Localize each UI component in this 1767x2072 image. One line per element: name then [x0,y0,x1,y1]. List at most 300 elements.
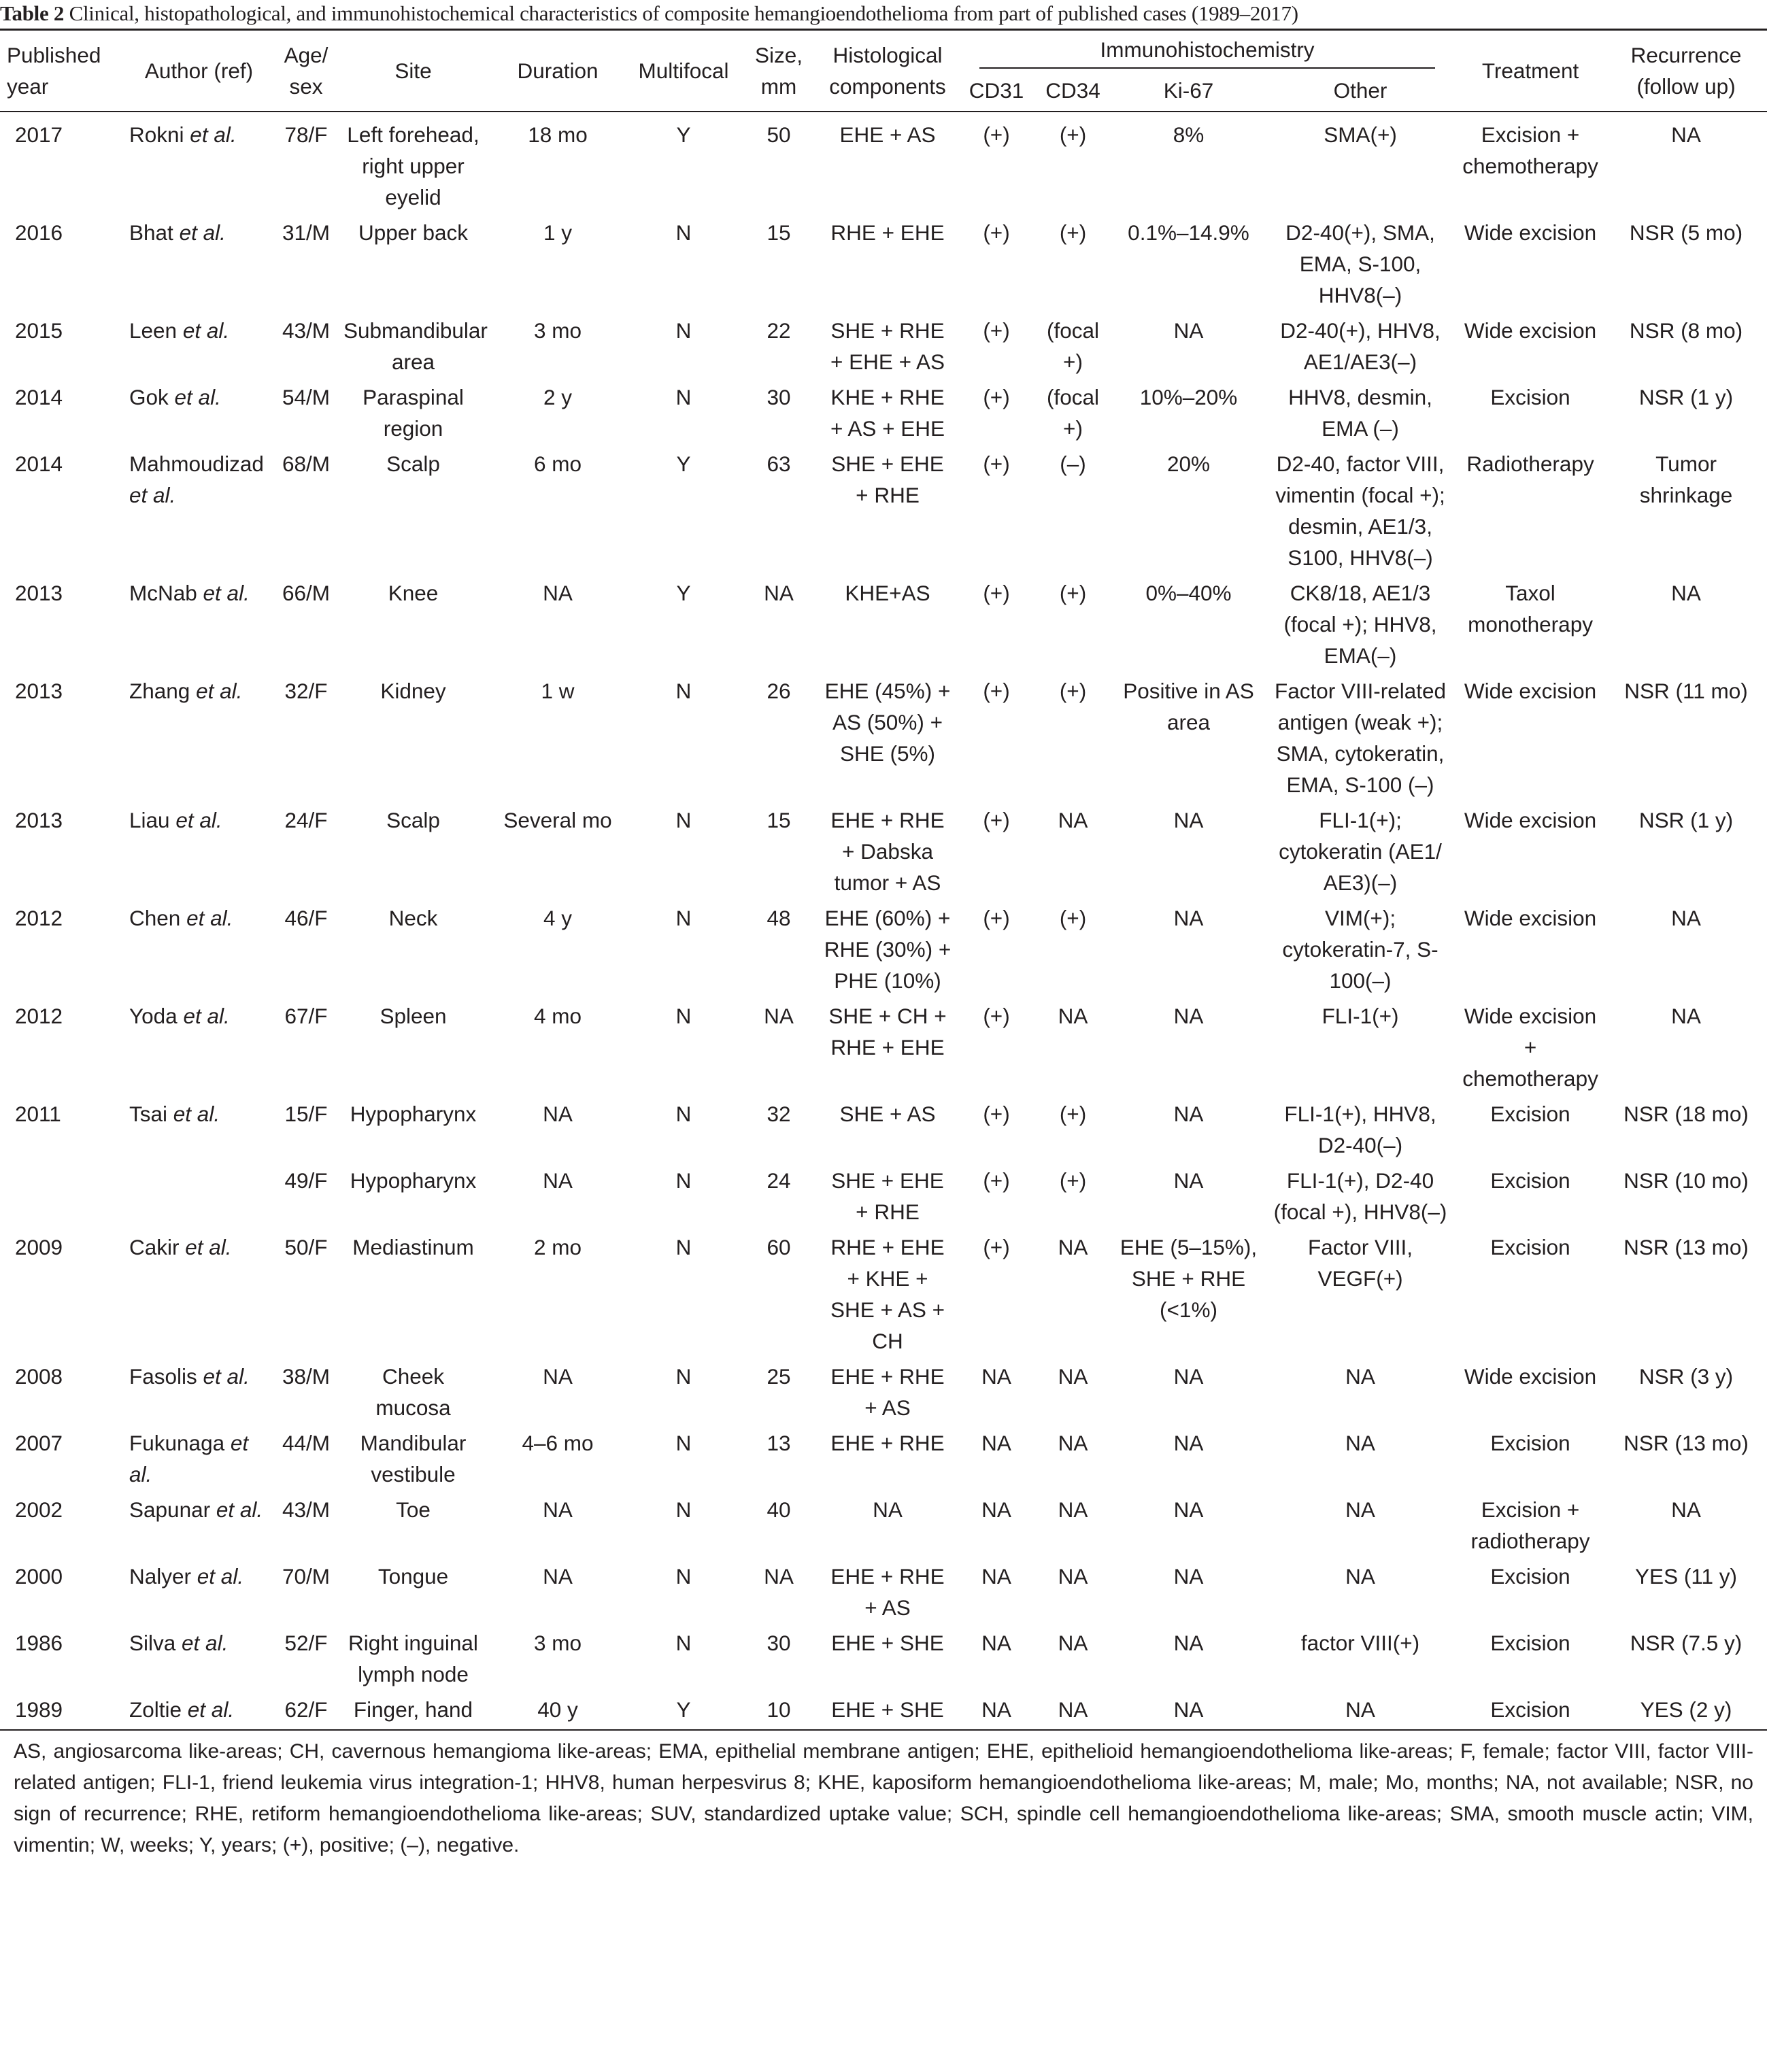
header-cd31: CD31 [959,70,1034,112]
cell-site: Tongue [377,1564,449,1589]
cell-cd31: (+) [983,1235,1010,1259]
cell-histological-components: EHE + AS [839,122,936,147]
table-row [0,1557,1767,1623]
author-name: Liau [129,808,170,832]
cell-year: 2012 [15,1004,63,1028]
cell-duration: 1 y [543,220,573,245]
cell-multifocal: N [675,1004,692,1028]
cell-cd34: (+) [1059,220,1087,245]
cell-site: Kidney [380,679,446,703]
table-row [0,1690,1767,1730]
table-row [0,377,1767,444]
header-immunohistochemistry-label: Immunohistochemistry [979,32,1435,69]
cell-duration: Several mo [503,808,612,832]
cell-other: D2-40(+), SMA, EMA, S-100, HHV8(–) [1285,220,1435,307]
cell-histological-components: RHE + EHE + KHE + SHE + AS + CH [830,1235,945,1353]
cell-site: Toe [396,1497,431,1522]
cell-age-sex: 38/M [282,1364,331,1389]
cell-ki67: NA [1173,1431,1204,1455]
cell-treatment: Excision + radiotherapy [1470,1497,1590,1553]
cell-histological-components: NA [873,1497,903,1522]
header-cd34: CD34 [1034,70,1112,112]
author-name: Bhat [129,220,173,245]
cell-size: NA [764,1004,794,1028]
cell-treatment: Wide excision [1464,906,1597,930]
cell-multifocal: N [675,318,692,343]
cell-cd31: (+) [983,385,1010,409]
cell-cd34: (+) [1059,581,1087,605]
cell-recurrence: NSR (11 mo) [1624,679,1748,703]
table-row [0,671,1767,800]
cell-duration: 4 y [543,906,573,930]
header-treatment: Treatment [1455,30,1605,112]
author-name: Gok [129,385,169,409]
cell-multifocal: N [675,1102,692,1126]
cell-author [122,377,275,444]
cell-recurrence: NSR (13 mo) [1623,1431,1749,1455]
cell-size: 26 [767,679,791,703]
author-et-al: et al. [175,1631,229,1655]
cell-author [122,1690,275,1730]
cell-author [122,996,275,1094]
data-table [0,29,1767,1731]
header-author: Author (ref) [122,30,275,112]
cell-histological-components: EHE + SHE [816,1690,959,1730]
cell-size: NA [764,581,794,605]
cell-other: FLI-1(+) [1322,1004,1399,1028]
cell-histological-components: EHE (45%) + AS (50%) + SHE (5%) [824,679,951,766]
cell-ki67: NA [1173,1497,1204,1522]
cell-age-sex: 15/F [284,1102,328,1126]
cell-age-sex: 31/M [282,220,331,245]
cell-size: 30 [767,385,791,409]
cell-treatment: Wide excision [1464,679,1597,703]
cell-duration: NA [543,1102,573,1126]
cell-histological-components: SHE + EHE + RHE [831,452,944,507]
author-et-al: et al. [180,906,233,930]
cell-cd34: (+) [1059,1102,1087,1126]
cell-site: Mandibular vestibule [360,1431,467,1487]
cell-size: 22 [767,318,791,343]
cell-size: 15 [767,220,791,245]
cell-age-sex: 54/M [282,385,331,409]
table-caption [0,0,1767,27]
cell-histological-components: KHE+AS [845,581,930,605]
cell-site: Cheek mucosa [375,1364,451,1420]
cell-duration: NA [543,1364,573,1389]
cell-other: D2-40(+), HHV8, AE1/AE3(–) [1280,318,1441,374]
cell-cd31: (+) [983,1004,1010,1028]
cell-histological-components: EHE (60%) + RHE (30%) + PHE (10%) [824,906,952,993]
author-name: Yoda [129,1004,178,1028]
cell-multifocal: Y [676,452,691,476]
cell-age-sex: 66/M [282,581,331,605]
author-et-al: et al. [173,220,226,245]
cell-size: 15 [767,808,791,832]
cell-year: 2002 [15,1497,63,1522]
cell-cd34: NA [1058,808,1088,832]
cell-cd31: (+) [983,808,1010,832]
author-et-al: et al. [190,679,243,703]
cell-year: 2015 [15,318,63,343]
cell-author [122,671,275,800]
table-row [0,311,1767,377]
cell-cd31: NA [981,1431,1011,1455]
table-footnote: AS, angiosarcoma like-areas; CH, cavernous hemangioma like-areas; EMA, epithelial membrane antigen; EHE, epithelioid hemangioendothelioma like-areas; F, female; factor VIII, factor VIII-related antigen; FLI-1, friend leukemia virus integration-1; HHV8, human herpesvirus 8; KHE, kaposiform hemangioendothelioma like-areas; M, male; Mo, months; NA, not available; NSR, no sign of recurrence; RHE, retiform hemangioendothelioma like-areas; SUV, standardized uptake value; SCH, spindle cell hemangioendothelioma like-areas; SMA, smooth muscle actin; VIM, vimentin; W, weeks; Y, years; (+), positive; (–), negative. [14,1740,1753,1856]
cell-author [122,1161,275,1227]
table-row [0,112,1767,213]
cell-cd31: (+) [983,220,1010,245]
cell-recurrence: NSR (3 y) [1638,1364,1734,1389]
cell-size: 10 [741,1690,816,1730]
cell-ki67: EHE (5–15%), SHE + RHE (<1%) [1120,1235,1258,1322]
cell-site: Spleen [380,1004,447,1028]
cell-recurrence: YES (2 y) [1605,1690,1767,1730]
cell-year: 2009 [15,1235,63,1259]
cell-age-sex: 43/M [282,318,331,343]
cell-other: VIM(+); cytokeratin-7, S-100(–) [1282,906,1438,993]
cell-treatment: Taxol monotherapy [1468,581,1593,636]
cell-ki67: NA [1173,906,1204,930]
header-ki67: Ki-67 [1112,70,1265,112]
header-recurrence: Recurrence (follow up) [1605,30,1767,112]
cell-histological-components: KHE + RHE + AS + EHE [830,385,945,441]
cell-cd31: (+) [983,679,1010,703]
cell-histological-components: SHE + CH + RHE + EHE [828,1004,947,1059]
author-name: Mahmoudizad [129,452,264,476]
author-et-al: et al. [177,318,230,343]
author-et-al: et al. [184,122,237,147]
cell-ki67: 0%–40% [1145,581,1232,605]
author-name: Silva [129,1631,176,1655]
cell-duration: NA [543,1168,573,1193]
cell-treatment: Radiotherapy [1466,452,1594,476]
table-label: Table 2 [0,1,65,25]
table-row [0,996,1767,1094]
cell-ki67: NA [1173,1631,1204,1655]
cell-histological-components: SHE + RHE + EHE + AS [830,318,945,374]
cell-duration: 3 mo [533,318,582,343]
cell-histological-components: EHE + RHE + Dabska tumor + AS [830,808,945,895]
cell-cd34: (+) [1059,122,1087,147]
header-other: Other [1265,70,1455,112]
cell-year: 2014 [15,385,63,409]
author-name: Zhang [129,679,190,703]
author-et-al: et al. [168,385,221,409]
header-immunohistochemistry [959,30,1455,71]
cell-treatment: Excision [1490,1631,1570,1655]
cell-multifocal: N [675,385,692,409]
author-name: Zoltie [129,1697,182,1722]
cell-site: Paraspinal region [363,385,464,441]
table-row [0,573,1767,671]
cell-ki67: NA [1173,1004,1204,1028]
cell-site: Scalp [386,808,440,832]
cell-multifocal: N [675,1235,692,1259]
cell-multifocal: N [675,1631,692,1655]
cell-age-sex: 43/M [282,1497,331,1522]
cell-cd34: NA [1058,1564,1088,1589]
cell-age-sex: 44/M [282,1431,331,1455]
author-et-al: et al. [129,483,176,507]
cell-year: 2012 [15,906,63,930]
cell-author [122,311,275,377]
cell-author [122,1227,275,1357]
table-row [0,213,1767,311]
table-row [0,1357,1767,1423]
cell-other: NA [1265,1690,1455,1730]
cell-other: FLI-1(+), HHV8, D2-40(–) [1284,1102,1436,1157]
table-row [0,1161,1767,1227]
header-multifocal: Multifocal [626,30,741,112]
cell-author [122,1357,275,1423]
cell-year [0,1161,122,1227]
cell-recurrence: NSR (1 y) [1638,385,1734,409]
cell-duration: NA [543,581,573,605]
cell-cd34: (+) [1059,679,1087,703]
cell-histological-components: SHE + AS [839,1102,936,1126]
cell-duration: 3 mo [533,1631,582,1655]
cell-year: 2017 [15,122,63,147]
cell-cd34: (+) [1059,1168,1087,1193]
cell-site: Left forehead, right upper eyelid [347,122,479,209]
cell-multifocal: N [675,679,692,703]
cell-recurrence: NSR (7.5 y) [1630,1631,1743,1655]
cell-recurrence: NSR (13 mo) [1623,1235,1749,1259]
cell-cd34: NA [1034,1690,1112,1730]
table-row [0,1490,1767,1557]
cell-recurrence: Tumor shrinkage [1639,452,1733,507]
cell-year: 2007 [15,1431,63,1455]
cell-duration: 6 mo [533,452,582,476]
cell-site: Right inguinal lymph node [348,1631,478,1686]
cell-recurrence: NA [1671,906,1701,930]
cell-author [122,213,275,311]
cell-age-sex: 49/F [284,1168,328,1193]
cell-year: 2011 [15,1102,61,1126]
author-name: Nalyer [129,1564,192,1589]
cell-other: D2-40, factor VIII, vimentin (focal +); desmin, AE1/3, S100, HHV8(–) [1275,452,1445,570]
cell-cd31: (+) [983,581,1010,605]
header-published-year: Published year [0,30,122,112]
table-row [0,1094,1767,1161]
header-age-sex: Age/ sex [275,30,337,112]
cell-ki67: NA [1173,1168,1204,1193]
author-name: Chen [129,906,181,930]
cell-cd34: NA [1058,1364,1088,1389]
author-name: Cakir [129,1235,180,1259]
cell-multifocal: N [675,906,692,930]
cell-recurrence: NSR (8 mo) [1629,318,1743,343]
cell-age-sex: 62/F [275,1690,337,1730]
cell-author [122,1423,275,1490]
cell-duration: 2 mo [533,1235,582,1259]
cell-other: Factor VIII, VEGF(+) [1307,1235,1413,1291]
header-site: Site [337,30,490,112]
cell-size: 48 [767,906,791,930]
cell-ki67: NA [1112,1690,1265,1730]
cell-year: 2016 [15,220,63,245]
table-row [0,444,1767,573]
header-size: Size, mm [741,30,816,112]
cell-year: 1989 [0,1690,122,1730]
author-name: Leen [129,318,178,343]
cell-duration: 18 mo [528,122,588,147]
author-et-al: et al. [169,808,222,832]
cell-histological-components: EHE + RHE [830,1431,945,1455]
cell-recurrence: NA [1671,1497,1701,1522]
cell-cd31: (+) [983,452,1010,476]
cell-other: factor VIII(+) [1300,1631,1420,1655]
cell-ki67: NA [1173,1102,1204,1126]
cell-cd34: (+) [1059,906,1087,930]
cell-treatment: Wide excision [1464,318,1597,343]
cell-treatment: Excision [1490,1564,1570,1589]
cell-age-sex: 24/F [284,808,328,832]
header-duration: Duration [490,30,626,112]
cell-size: 50 [767,122,791,147]
cell-site: Hypopharynx [350,1102,477,1126]
cell-cd34: (focal +) [1046,318,1100,374]
cell-other: NA [1345,1431,1375,1455]
cell-treatment: Excision [1490,1168,1570,1193]
cell-multifocal: N [675,1364,692,1389]
cell-histological-components: SHE + EHE + RHE [831,1168,944,1224]
cell-site: Scalp [386,452,440,476]
cell-cd31: (+) [983,318,1010,343]
cell-author [122,1557,275,1623]
cell-recurrence: NSR (10 mo) [1623,1168,1749,1193]
cell-cd31: (+) [983,1168,1010,1193]
cell-recurrence: NA [1671,1004,1701,1028]
cell-size: 24 [767,1168,791,1193]
cell-recurrence: YES (11 y) [1635,1564,1738,1589]
cell-year: 2008 [15,1364,63,1389]
cell-year: 2013 [15,581,63,605]
cell-age-sex: 52/F [284,1631,328,1655]
cell-ki67: NA [1173,1564,1204,1589]
cell-multifocal: N [675,1564,692,1589]
cell-duration: NA [543,1497,573,1522]
author-name: Sapunar [129,1497,211,1522]
cell-site: Hypopharynx [350,1168,477,1193]
cell-treatment: Wide excision + chemotherapy [1462,1004,1598,1091]
cell-age-sex: 68/M [282,452,331,476]
table-body [0,112,1767,1730]
cell-cd31: (+) [983,1102,1010,1126]
cell-age-sex: 70/M [282,1564,331,1589]
cell-multifocal: N [675,808,692,832]
author-et-al: et al. [179,1235,232,1259]
cell-multifocal: Y [626,1690,741,1730]
cell-other: FLI-1(+), D2-40 (focal +), HHV8(–) [1273,1168,1447,1224]
cell-author [122,573,275,671]
cell-treatment: Wide excision [1464,1364,1597,1389]
cell-age-sex: 78/F [284,122,328,147]
cell-treatment: Excision [1490,1431,1570,1455]
cell-recurrence: NA [1671,581,1701,605]
cell-other: HHV8, desmin, EMA (–) [1288,385,1432,441]
cell-duration: 1 w [541,679,575,703]
cell-other: CK8/18, AE1/3 (focal +); HHV8, EMA(–) [1283,581,1437,668]
cell-cd34: (–) [1060,452,1086,476]
author-et-al: et al. [191,1564,244,1589]
cell-ki67: Positive in AS area [1123,679,1254,734]
cell-cd31: NA [981,1631,1011,1655]
author-name: Fasolis [129,1364,197,1389]
cell-treatment: Excision [1490,385,1570,409]
cell-multifocal: N [675,1497,692,1522]
cell-ki67: NA [1173,1364,1204,1389]
cell-size: 25 [767,1364,791,1389]
cell-size: 30 [767,1631,791,1655]
cell-recurrence: NSR (5 mo) [1629,220,1743,245]
cell-multifocal: N [675,1168,692,1193]
cell-author [122,112,275,213]
cell-cd31: (+) [983,906,1010,930]
cell-year: 2013 [15,679,63,703]
author-et-al: et al. [167,1102,220,1126]
author-et-al: et al. [210,1497,263,1522]
author-et-al: et al. [129,1431,249,1487]
cell-other: NA [1345,1364,1375,1389]
cell-cd34: NA [1058,1235,1088,1259]
cell-recurrence: NA [1671,122,1701,147]
cell-size: 13 [767,1431,791,1455]
cell-author [122,1490,275,1557]
cell-size: 63 [767,452,791,476]
cell-histological-components: EHE + RHE + AS [830,1364,945,1420]
cell-multifocal: N [675,1431,692,1455]
cell-cd34: NA [1058,1004,1088,1028]
author-et-al: et al. [182,1697,235,1722]
cell-histological-components: EHE + SHE [831,1631,944,1655]
cell-other: NA [1345,1564,1375,1589]
cell-year: 2013 [15,808,63,832]
cell-age-sex: 67/F [284,1004,328,1028]
cell-author [122,1094,275,1161]
cell-site: Finger, hand [337,1690,490,1730]
cell-treatment: Wide excision [1464,808,1597,832]
cell-year: 2000 [15,1564,63,1589]
cell-duration: 40 y [490,1690,626,1730]
author-et-al: et al. [197,1364,250,1389]
cell-ki67: NA [1173,808,1204,832]
cell-cd34: NA [1058,1497,1088,1522]
author-name: Rokni [129,122,184,147]
cell-cd31: NA [981,1564,1011,1589]
author-et-al: et al. [177,1004,230,1028]
table-row [0,1227,1767,1357]
table-row [0,898,1767,996]
cell-age-sex: 46/F [284,906,328,930]
cell-other: NA [1345,1497,1375,1522]
cell-multifocal: Y [676,581,691,605]
table-caption-text: Clinical, histopathological, and immunohistochemical characteristics of composite hemangioendothelioma from part of published cases (1989–2017) [69,1,1298,25]
cell-site: Upper back [358,220,469,245]
cell-multifocal: Y [676,122,691,147]
cell-ki67: 10%–20% [1139,385,1238,409]
author-name: Fukunaga [129,1431,225,1455]
cell-ki67: 0.1%–14.9% [1128,220,1249,245]
cell-cd31: NA [959,1690,1034,1730]
author-et-al: et al. [197,581,250,605]
cell-cd34: NA [1058,1431,1088,1455]
cell-duration: 2 y [543,385,573,409]
cell-site: Neck [388,906,438,930]
cell-size: 60 [767,1235,791,1259]
cell-recurrence: NSR (1 y) [1638,808,1734,832]
